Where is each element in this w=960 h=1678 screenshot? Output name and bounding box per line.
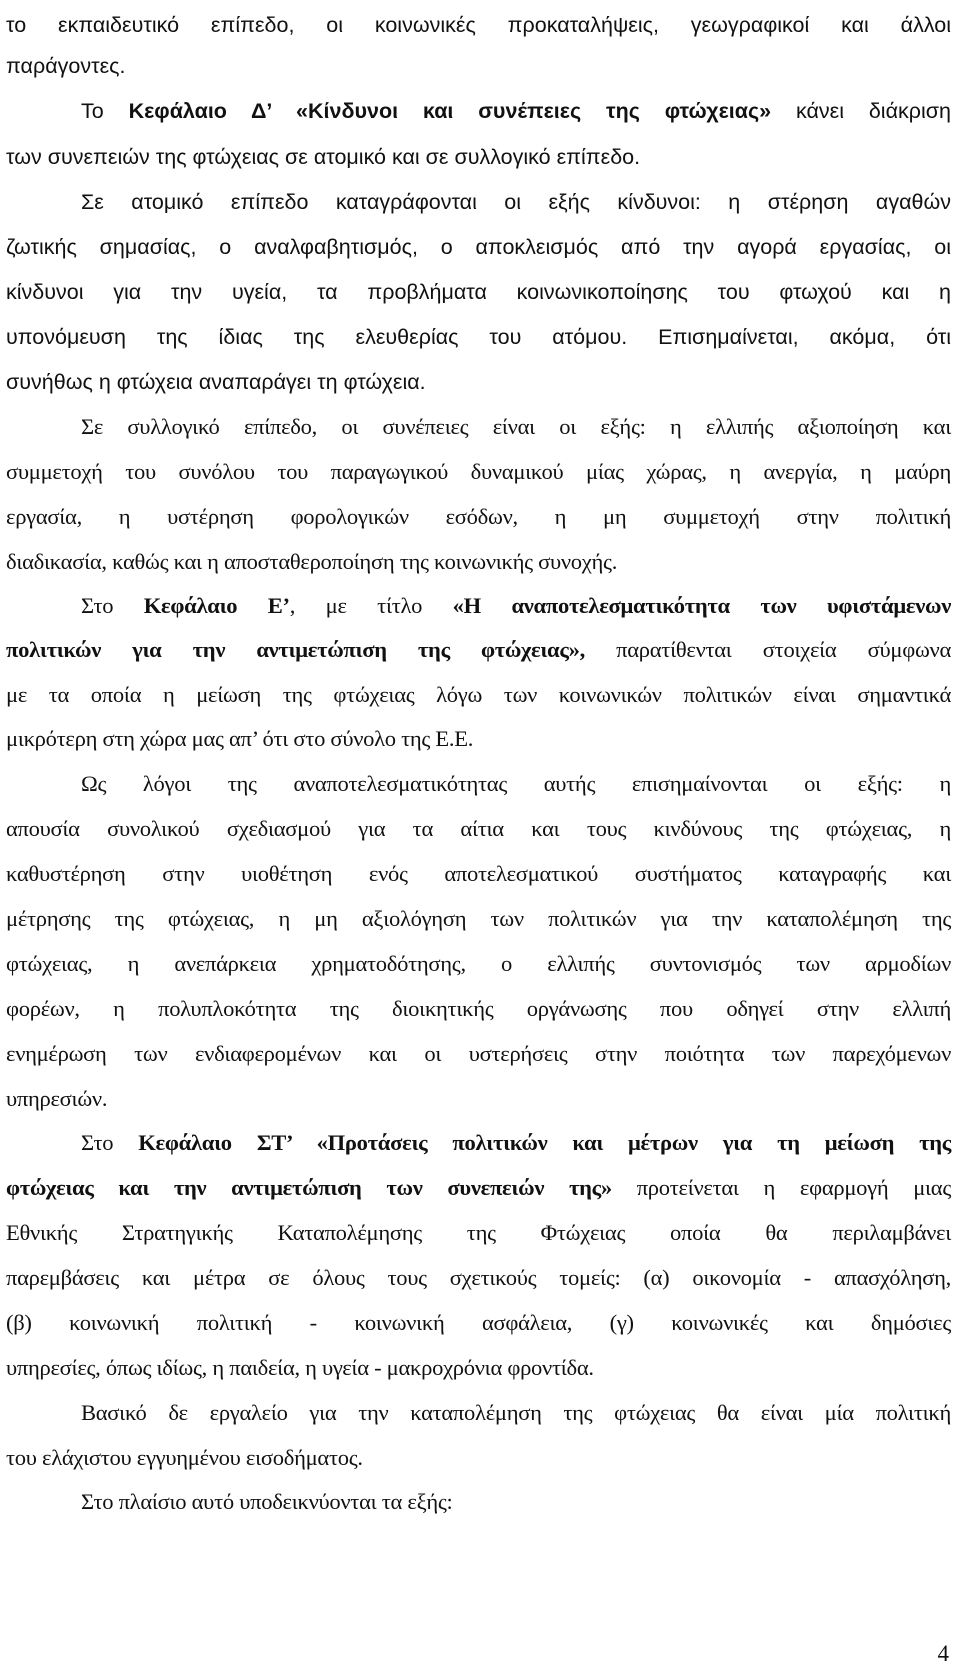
text-line bbox=[6, 633, 951, 667]
text-run: συνήθως η φτώχεια αναπαράγει τη φτώχεια. bbox=[6, 370, 426, 394]
text-line bbox=[6, 320, 951, 354]
bold-text-run: φτώχειας και την αντιμετώπιση των συνεπειών της» bbox=[6, 1175, 612, 1200]
text-line bbox=[6, 947, 951, 981]
text-run: μικρότερη στη χώρα μας απ’ ότι στο σύνολο της Ε.Ε. bbox=[6, 726, 474, 751]
text-line bbox=[6, 365, 951, 399]
text-run: κίνδυνοι για την υγεία, τα προβλήματα κοινωνικοποίησης του φτωχού και η bbox=[6, 280, 951, 304]
text-run: παράγοντες. bbox=[6, 54, 126, 78]
text-run: του ελάχιστου εγγυημένου εισοδήματος. bbox=[6, 1445, 363, 1470]
text-line bbox=[6, 678, 951, 712]
text-run: απουσία συνολικού σχεδιασμού για τα αίτια και τους κινδύνους της φτώχειας, η bbox=[6, 816, 951, 841]
text-run: φτώχειας, η ανεπάρκεια χρηματοδότησης, ο ελλιπής συντονισμός των αρμοδίων bbox=[6, 951, 951, 976]
text-line bbox=[6, 992, 951, 1026]
text-run: κάνει διάκριση bbox=[771, 99, 951, 123]
text-line bbox=[6, 455, 951, 489]
text-line bbox=[6, 8, 951, 42]
bold-text-run: «Η αναποτελεσματικότητα των υφιστάμενων bbox=[452, 593, 951, 618]
text-line bbox=[81, 1485, 951, 1519]
text-run: Σε συλλογικό επίπεδο, οι συνέπειες είναι οι εξής: η ελλιπής αξιοποίηση και bbox=[81, 414, 951, 439]
text-line bbox=[6, 49, 951, 83]
text-run: συμμετοχή του συνόλου του παραγωγικού δυναμικού μίας χώρας, η ανεργία, η μαύρη bbox=[6, 459, 951, 484]
text-run: Βασικό δε εργαλείο για την καταπολέμηση της φτώχειας θα είναι μία πολιτική bbox=[81, 1400, 951, 1425]
text-line bbox=[6, 812, 951, 846]
text-line bbox=[6, 902, 951, 936]
text-run: ενημέρωση των ενδιαφερομένων και οι υστερήσεις στην ποιότητα των παρεχόμενων bbox=[6, 1041, 951, 1066]
text-line bbox=[6, 545, 951, 579]
text-line bbox=[81, 1126, 951, 1160]
text-run: υπονόμευση της ίδιας της ελευθερίας του ατόμου. Επισημαίνεται, ακόμα, ότι bbox=[6, 325, 951, 349]
text-line bbox=[6, 1441, 951, 1475]
text-run: Στο πλαίσιο αυτό υποδεικνύονται τα εξής: bbox=[81, 1489, 453, 1514]
text-line bbox=[6, 857, 951, 891]
text-line bbox=[6, 500, 951, 534]
text-run: Στο bbox=[81, 1130, 139, 1155]
text-line bbox=[6, 1261, 951, 1295]
text-run: προτείνεται η εφαρμογή μιας bbox=[611, 1175, 951, 1200]
bold-text-run: Κεφάλαιο Ε’ bbox=[143, 593, 290, 618]
text-line bbox=[81, 1396, 951, 1430]
text-run: ζωτικής σημασίας, ο αναλφαβητισμός, ο αποκλεισμός από την αγορά εργασίας, οι bbox=[6, 235, 951, 259]
text-run: Στο bbox=[81, 593, 144, 618]
text-run: , με τίτλο bbox=[289, 593, 453, 618]
text-line bbox=[6, 1351, 951, 1385]
text-line bbox=[6, 1037, 951, 1071]
text-line bbox=[6, 1306, 951, 1340]
text-run: Το bbox=[81, 99, 129, 123]
text-run: διαδικασία, καθώς και η αποσταθεροποίηση της κοινωνικής συνοχής. bbox=[6, 549, 618, 574]
text-run: Εθνικής Στρατηγικής Καταπολέμησης της Φτώχειας οποία θα περιλαμβάνει bbox=[6, 1220, 951, 1245]
text-run: υπηρεσίες, όπως ιδίως, η παιδεία, η υγεία - μακροχρόνια φροντίδα. bbox=[6, 1355, 594, 1380]
text-run: υπηρεσιών. bbox=[6, 1086, 108, 1111]
text-line bbox=[6, 275, 951, 309]
text-line bbox=[81, 410, 951, 444]
text-line bbox=[6, 230, 951, 264]
text-line bbox=[6, 1171, 951, 1205]
text-run: το εκπαιδευτικό επίπεδο, οι κοινωνικές προκαταλήψεις, γεωγραφικοί και άλλοι bbox=[6, 13, 951, 37]
text-line bbox=[6, 1216, 951, 1250]
text-line bbox=[6, 140, 951, 174]
text-run: παρατίθενται στοιχεία σύμφωνα bbox=[584, 637, 951, 662]
text-run: (β) κοινωνική πολιτική - κοινωνική ασφάλεια, (γ) κοινωνικές και δημόσιες bbox=[6, 1310, 951, 1335]
text-line bbox=[6, 722, 951, 756]
text-run: των συνεπειών της φτώχειας σε ατομικό και σε συλλογικό επίπεδο. bbox=[6, 145, 641, 169]
page-number: 4 bbox=[937, 1641, 949, 1666]
text-run: εργασία, η υστέρηση φορολογικών εσόδων, η μη συμμετοχή στην πολιτική bbox=[6, 504, 951, 529]
bold-text-run: Κεφάλαιο Δ’ «Κίνδυνοι και συνέπειες της φτώχειας» bbox=[128, 99, 772, 123]
text-run: με τα οποία η μείωση της φτώχειας λόγω των κοινωνικών πολιτικών είναι σημαντικά bbox=[6, 682, 951, 707]
text-run: Ως λόγοι της αναποτελεσματικότητας αυτής επισημαίνονται οι εξής: η bbox=[81, 771, 951, 796]
text-run: φορέων, η πολυπλοκότητα της διοικητικής οργάνωσης που οδηγεί στην ελλιπή bbox=[6, 996, 951, 1021]
text-run: μέτρησης της φτώχειας, η μη αξιολόγηση των πολιτικών για την καταπολέμηση της bbox=[6, 906, 951, 931]
text-run: καθυστέρηση στην υιοθέτηση ενός αποτελεσματικού συστήματος καταγραφής και bbox=[6, 861, 951, 886]
text-line bbox=[81, 589, 951, 623]
bold-text-run: πολιτικών για την αντιμετώπιση της φτώχειας», bbox=[6, 637, 585, 662]
text-run: Σε ατομικό επίπεδο καταγράφονται οι εξής κίνδυνοι: η στέρηση αγαθών bbox=[81, 190, 951, 214]
text-line bbox=[6, 1082, 951, 1116]
text-line bbox=[81, 767, 951, 801]
bold-text-run: Κεφάλαιο ΣΤ’ «Προτάσεις πολιτικών και μέτρων για τη μείωση της bbox=[138, 1130, 951, 1155]
text-run: παρεμβάσεις και μέτρα σε όλους τους σχετικούς τομείς: (α) οικονομία - απασχόληση, bbox=[6, 1265, 951, 1290]
text-line bbox=[81, 185, 951, 219]
text-line bbox=[81, 94, 951, 128]
